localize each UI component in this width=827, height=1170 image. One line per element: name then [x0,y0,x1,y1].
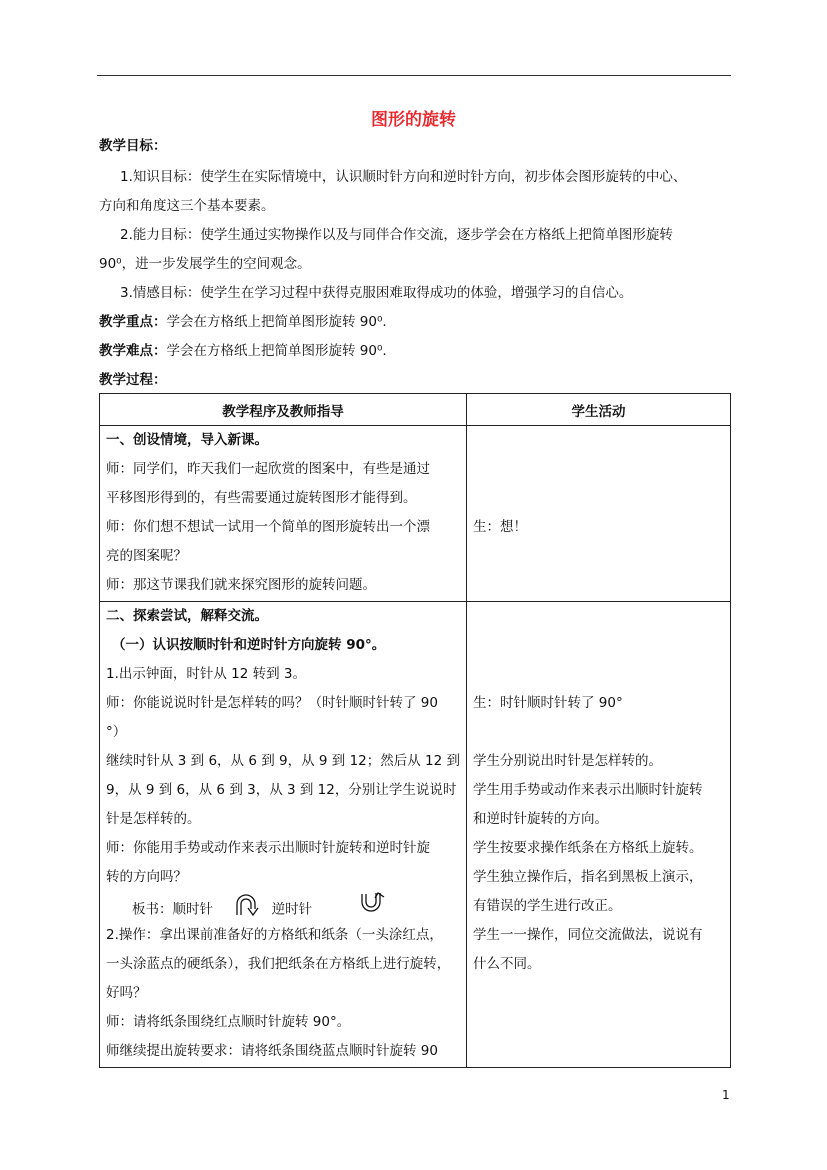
key-point [99,313,387,331]
section2-subheading: （一）认识按顺时针和逆时针方向旋转 90°。 [112,637,386,653]
section2-line: 转的方向吗？ [106,869,187,885]
section2-heading: 二、探索尝试，解释交流。 [106,608,268,624]
board-ccw-label: 逆时针 [271,901,313,918]
section2-line: 师：你能用手势或动作来表示出顺时针旋转和逆时针旋 [106,840,430,856]
objective-line-1: 1.知识目标：使学生在实际情境中，认识顺时针方向和逆时针方向，初步体会图形旋转的中心、 [120,169,687,185]
difficult-point-text: 学会在方格纸上把简单图形旋转 90⁰. [166,343,387,359]
section1-line: 师：同学们，昨天我们一起欣赏的图案中，有些是通过 [106,461,430,477]
header-rule [97,75,731,76]
section1-student-cell [467,426,731,602]
section2-line: 师：你能说说时针是怎样转的吗？（时针顺时针转了 90 [106,695,438,711]
objective-line-5: 3.情感目标：使学生在学习过程中获得克服困难取得成功的体验，增强学习的自信心。 [120,285,633,301]
board-writing [106,892,460,921]
section2-student-line: 学生按要求操作纸条在方格纸上旋转。 [473,840,703,856]
section1-student-line: 生：想！ [473,519,527,535]
section2-line: 继续时针从 3 到 6，从 6 到 9，从 9 到 12；然后从 12 到 [106,753,461,769]
key-point-label: 教学重点： [99,314,167,330]
table-row-section1 [100,426,731,602]
header-student: 学生活动 [467,394,731,426]
difficult-point [99,342,387,360]
section2-line: 针是怎样转的。 [106,811,201,827]
objective-line-3: 2.能力目标：使学生通过实物操作以及与同伴合作交流，逐步学会在方格纸上把简单图形旋转 [120,227,673,243]
section2-student-line: 有错误的学生进行改正。 [473,898,622,914]
section2-student-cell [467,602,731,1068]
section2-line: 2.操作：拿出课前准备好的方格纸和纸条（一头涂红点， [106,927,443,943]
section1-line: 平移图形得到的，有些需要通过旋转图形才能得到。 [106,490,417,506]
section2-student-line: 什么不同。 [473,956,541,972]
section1-heading: 一、创设情境，导入新课。 [106,432,268,448]
process-table [99,393,731,1068]
page-number: 1 [722,1088,730,1102]
section2-line: 好吗？ [106,985,147,1001]
difficult-point-label: 教学难点： [99,343,167,359]
process-heading: 教学过程： [99,372,167,388]
section2-student-line: 学生用手势或动作来表示出顺时针旋转 [473,782,703,798]
board-label: 板书：顺时针 [132,901,213,918]
table-header-row [100,394,731,426]
section2-line: °） [106,724,127,740]
section2-student-line: 学生独立操作后，指名到黑板上演示， [473,869,703,885]
section2-student-line: 和逆时针旋转的方向。 [473,811,608,827]
section1-line: 师：你们想不想试一试用一个简单的图形旋转出一个漂 [106,519,430,535]
section2-student-line: 学生一一操作，同位交流做法，说说有 [473,927,703,943]
header-teacher: 教学程序及教师指导 [100,394,467,426]
page-title: 图形的旋转 [371,110,456,130]
objective-line-2: 方向和角度这三个基本要素。 [99,198,275,214]
objective-line-4: 90⁰，进一步发展学生的空间观念。 [99,256,311,272]
section1-teacher-cell [100,426,467,602]
objectives-heading: 教学目标： [99,138,167,154]
section2-student-line: 生：时针顺时针转了 90° [473,695,623,711]
section2-line: 一头涂蓝点的硬纸条），我们把纸条在方格纸上进行旋转， [106,956,451,972]
section2-line: 师继续提出旋转要求：请将纸条围绕蓝点顺时针旋转 90 [106,1043,438,1059]
section1-line: 师：那这节课我们就来探究图形的旋转问题。 [106,577,376,593]
section1-line: 亮的图案呢？ [106,548,187,564]
section2-line: 师：请将纸条围绕红点顺时针旋转 90°。 [106,1014,351,1030]
section2-line: 9，从 9 到 6，从 6 到 3，从 3 到 12，分别让学生说说时 [106,782,457,798]
table-row-section2 [100,602,731,1068]
section2-teacher-cell [100,602,467,1068]
section2-student-line: 学生分别说出时针是怎样转的。 [473,753,662,769]
key-point-text: 学会在方格纸上把简单图形旋转 90⁰. [166,314,387,330]
section2-line: 1.出示钟面，时针从 12 转到 3。 [106,666,307,682]
